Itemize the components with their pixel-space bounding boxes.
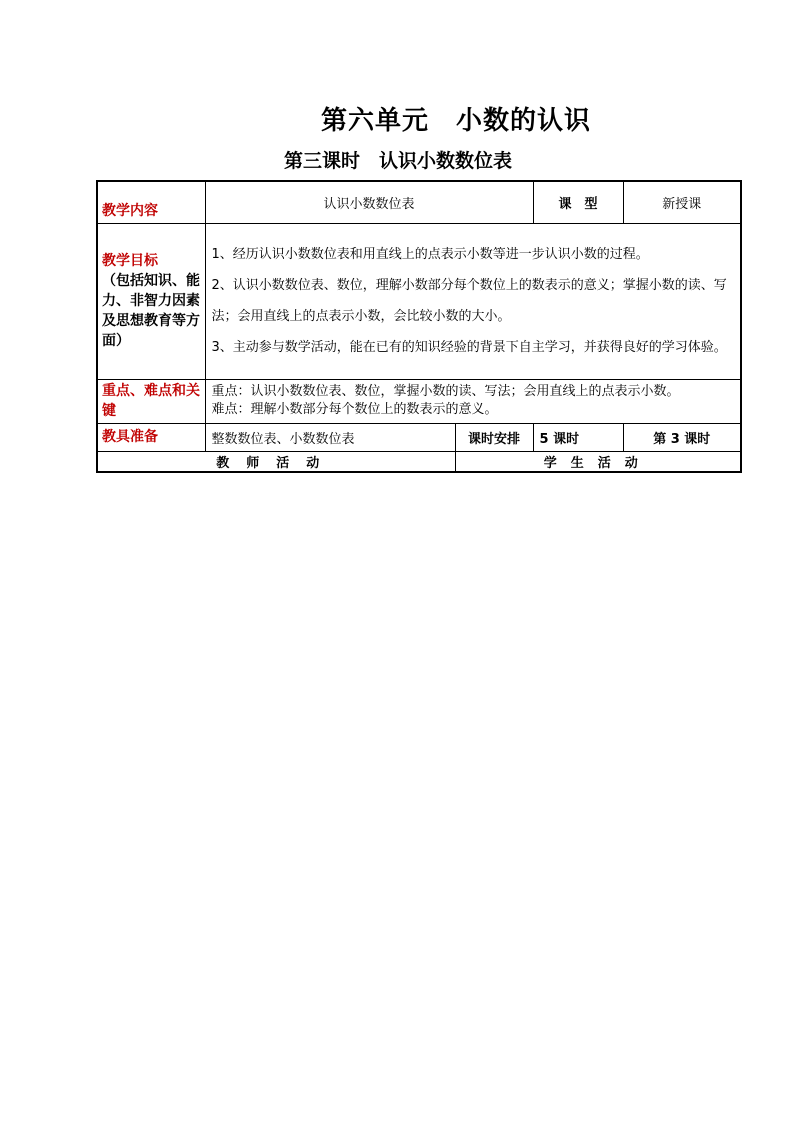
objective-item: 3、主动参与数学活动，能在已有的知识经验的背景下自主学习，并获得良好的学习体验。 [211, 340, 727, 355]
teaching-tools-value: 整数数位表、小数数位表 [205, 423, 455, 451]
schedule-value: 5 课时 [533, 423, 623, 451]
label-schedule: 课时安排 [455, 423, 533, 451]
key-points-cell [205, 379, 741, 423]
label-teaching-content: 教学内容 [97, 181, 205, 223]
row-teaching-objectives [97, 223, 741, 379]
objective-item: 1、经历认识小数数位表和用直线上的点表示小数等进一步认识小数的过程。 [211, 247, 649, 262]
label-teaching-objectives [97, 223, 205, 379]
objectives-label-text: 教学目标 [102, 253, 158, 269]
key-point-item: 难点：理解小数部分每个数位上的数表示的意义。 [211, 402, 498, 417]
row-activities-header [97, 451, 741, 472]
objectives-cell [205, 223, 741, 379]
label-lesson-type: 课 型 [533, 181, 623, 223]
lesson-title: 第三课时 认识小数数位表 [283, 150, 512, 172]
key-point-item: 重点：认识小数数位表、数位，掌握小数的读、写法；会用直线上的点表示小数。 [211, 384, 680, 399]
lesson-type-value: 新授课 [623, 181, 741, 223]
teaching-content-value: 认识小数数位表 [205, 181, 533, 223]
lesson-plan-table [96, 180, 742, 473]
current-lesson-value: 第 3 课时 [623, 423, 741, 451]
student-activity-text: 学生活动 [543, 455, 652, 471]
objectives-label-sub: （包括知识、能力、非智力因素及思想教育等方面） [102, 273, 200, 349]
row-key-points [97, 379, 741, 423]
unit-title: 第六单元 小数的认识 [320, 106, 591, 136]
label-key-points: 重点、难点和关键 [97, 379, 205, 423]
label-teaching-tools: 教具准备 [97, 423, 205, 451]
row-teaching-content [97, 181, 741, 223]
teacher-activity-heading [97, 451, 455, 472]
student-activity-heading [455, 451, 741, 472]
teacher-activity-text: 教师活动 [216, 455, 337, 471]
row-teaching-tools [97, 423, 741, 451]
objective-item: 2、认识小数数位表、数位，理解小数部分每个数位上的数表示的意义；掌握小数的读、写法；会用直线上的点表示小数，会比较小数的大小。 [211, 278, 727, 324]
